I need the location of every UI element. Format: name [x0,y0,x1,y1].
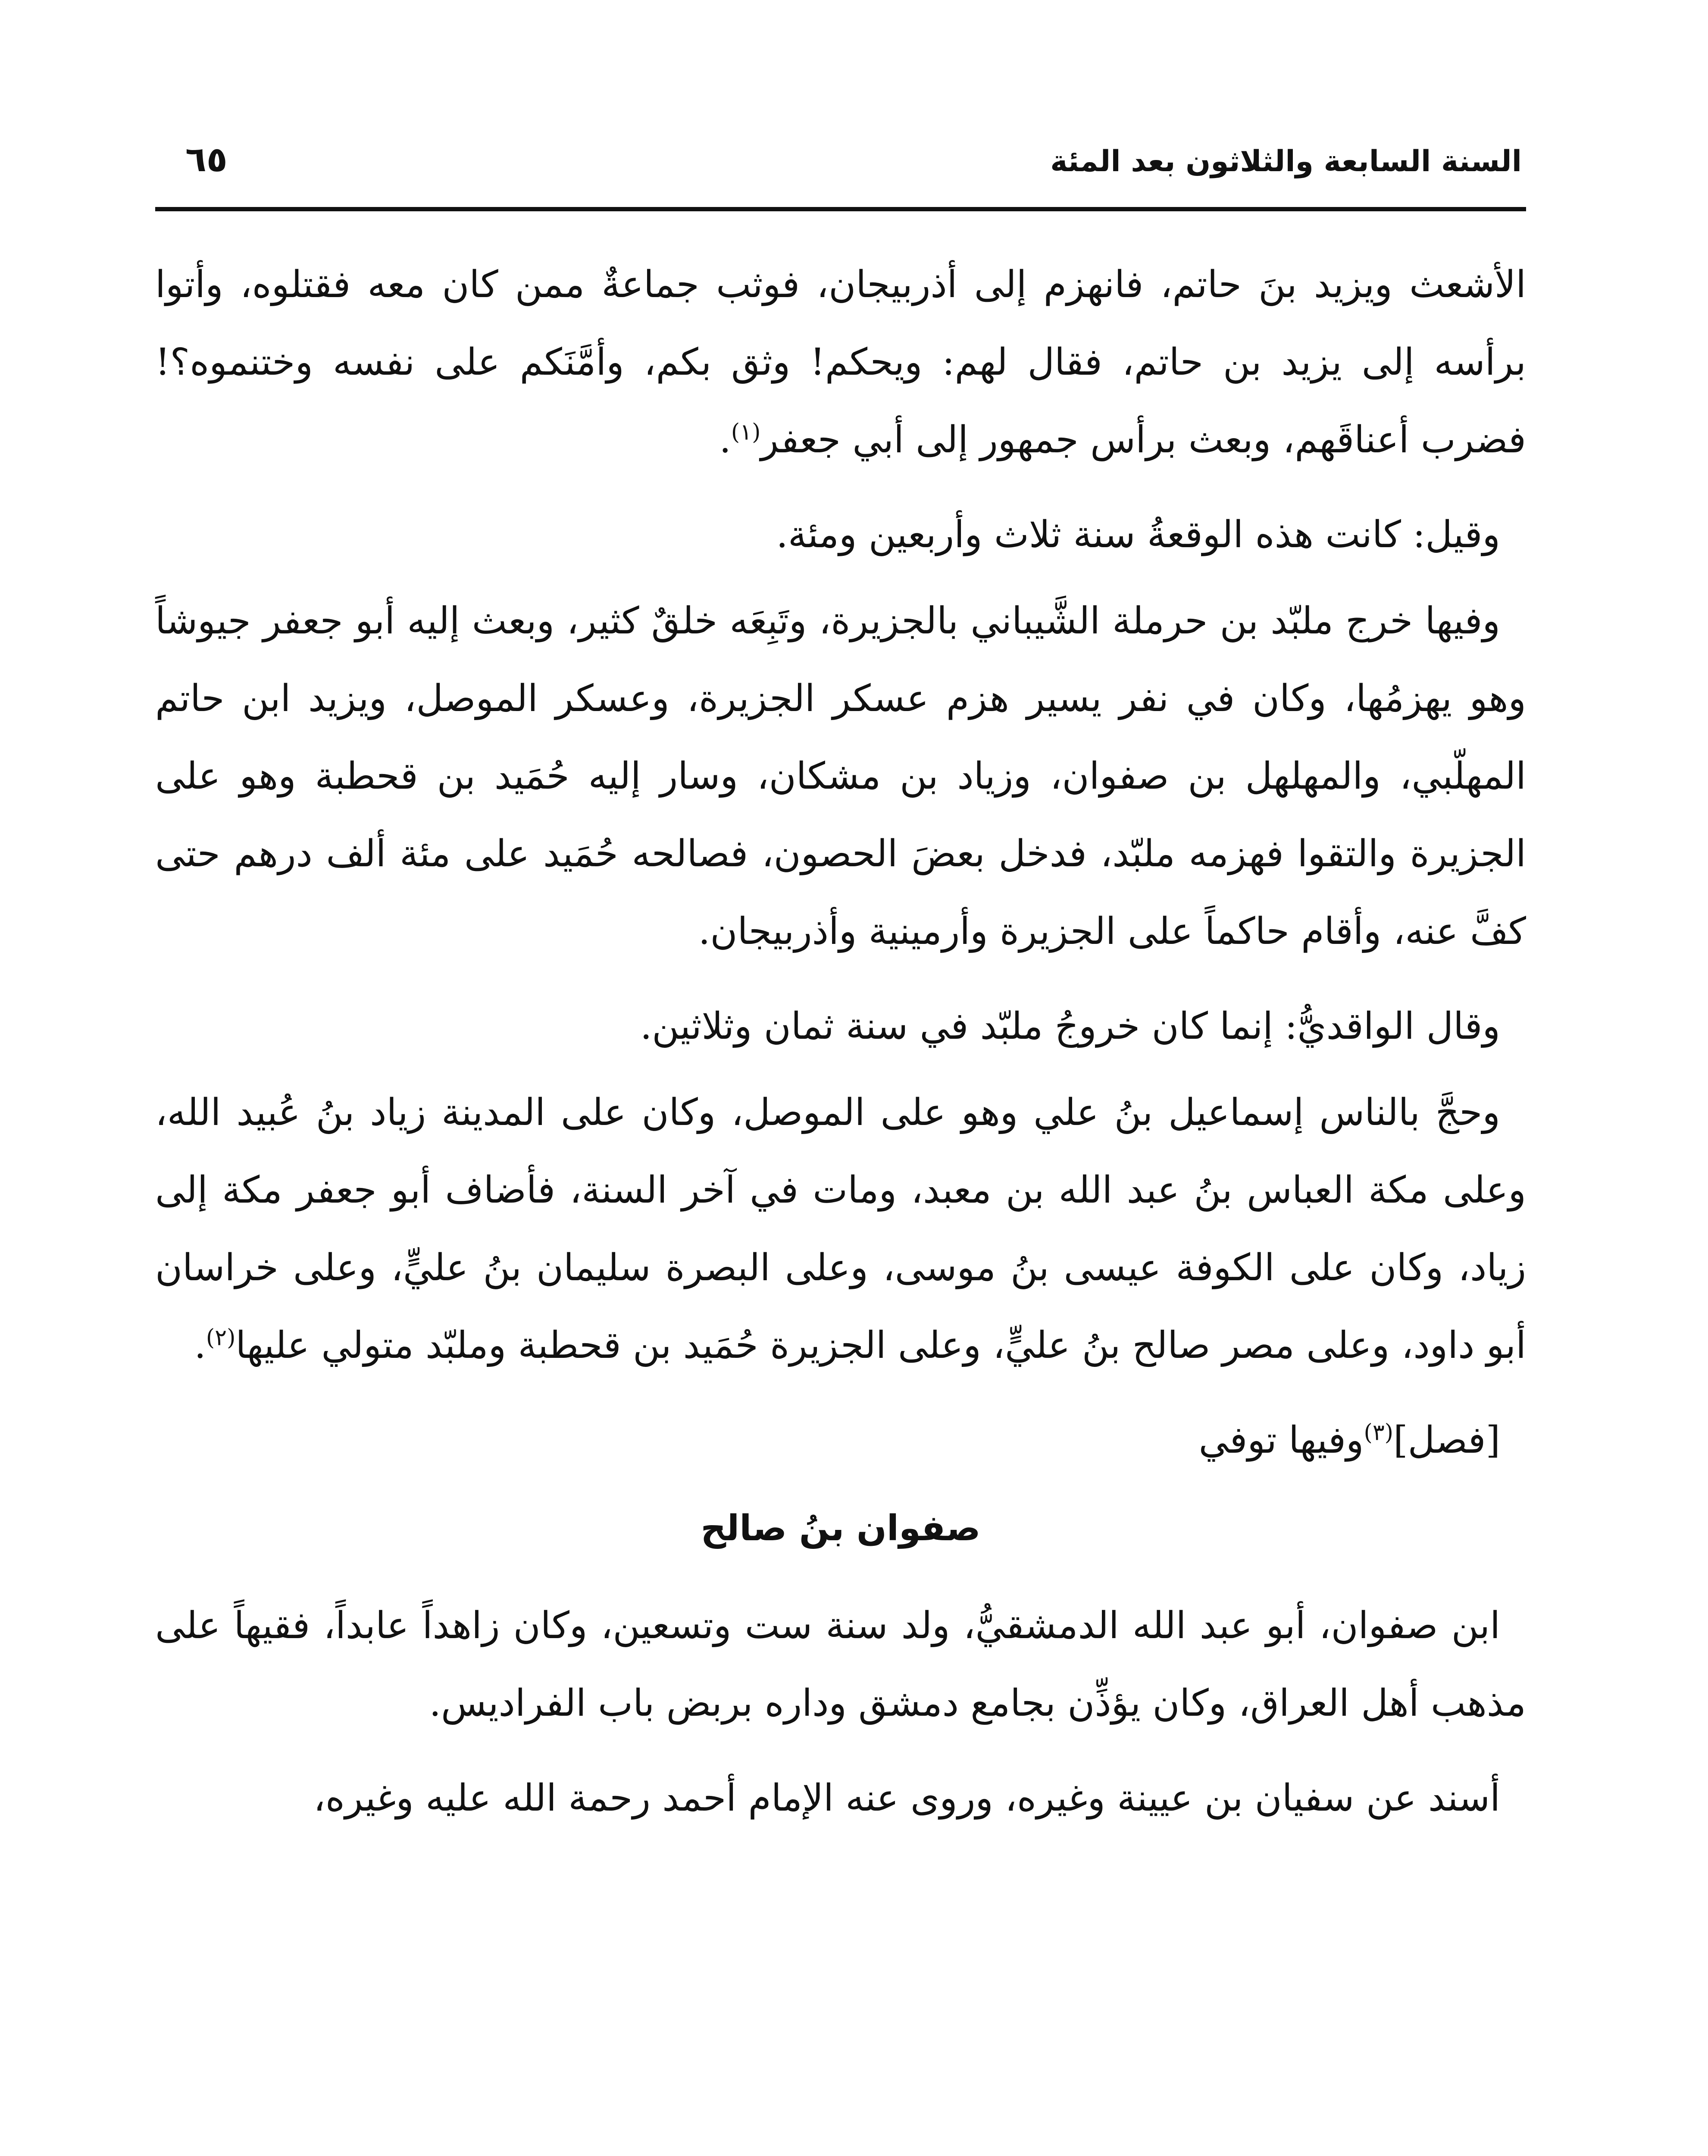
paragraph-7: ابن صفوان، أبو عبد الله الدمشقيُّ، ولد سنة ست وتسعين، وكان زاهداً عابداً، فقيهاً على مذهب أهل العراق، وكان يؤذِّن بجامع دمشق وداره بربض باب الفراديس. [155,1604,1526,1725]
running-title: السنة السابعة والثلاثون بعد المئة [1050,144,1522,179]
footnote-ref-2: (٢) [206,1325,236,1351]
paragraph-8: أسند عن سفيان بن عيينة وغيره، وروى عنه الإمام أحمد رحمة الله عليه وغيره، [313,1777,1500,1820]
paragraph-1 [155,246,1526,479]
page-number: ٦٥ [185,139,228,179]
paragraph-6 [155,1401,1526,1479]
paragraph-2: وقيل: كانت هذه الوقعةُ سنة ثلاث وأربعين ومئة. [776,513,1500,556]
paragraph-5-text: وحجَّ بالناس إسماعيل بنُ علي وهو على الموصل، وكان على المدينة زياد بنُ عُبيد الله، وعلى مكة العباس بنُ عبد الله بن معبد، ومات في آخر السنة، فأضاف أبو جعفر مكة إلى زياد، وكان على الكوفة عيسى بنُ موسى، وعلى البصرة سليمان بنُ عليٍّ، وعلى خراسان أبو داود، وعلى مصر صالح بنُ عليٍّ، وعلى الجزيرة حُمَيد بن قحطبة وملبّد متولي عليها [155,1091,1526,1367]
header-rule [155,207,1526,211]
page-header [155,129,1526,194]
section-marker: [فصل] [1393,1419,1500,1462]
paragraph-5-end: . [194,1324,206,1367]
paragraph-4: وقال الواقديُّ: إنما كان خروجُ ملبّد في سنة ثمان وثلاثين. [640,1005,1500,1048]
book-page [155,129,1526,2156]
paragraph-3: وفيها خرج ملبّد بن حرملة الشَّيباني بالجزيرة، وتَبِعَه خلقٌ كثير، وبعث إليه أبو جعفر جيوشاً وهو يهزمُها، وكان في نفر يسير هزم عسكر الجزيرة، وعسكر الموصل، ويزيد ابن حاتم المهلّبي، والمهلهل بن صفوان، وزياد بن مشكان، وسار إليه حُمَيد بن قحطبة وهو على الجزيرة والتقوا فهزمه ملبّد، فدخل بعضَ الحصون، فصالحه حُمَيد على مئة ألف درهم حتى كفَّ عنه، وأقام حاكماً على الجزيرة وأرمينية وأذربيجان. [155,599,1526,953]
main-text [155,246,1526,1854]
footnote-ref-1: (١) [731,419,761,445]
paragraph-5 [155,1074,1526,1384]
paragraph-1-end: . [719,418,731,461]
paragraph-6-text: وفيها توفي [1198,1419,1364,1462]
footnote-ref-3: (٣) [1364,1420,1394,1446]
paragraph-1-text: الأشعث ويزيد بنَ حاتم، فانهزم إلى أذربيجان، فوثب جماعةٌ ممن كان معه فقتلوه، وأتوا برأسه إلى يزيد بن حاتم، فقال لهم: ويحكم! وثق بكم، وأمَّنَكم على نفسه وختنموه؟! فضرب أعناقَهم، وبعث برأس جمهور إلى أبي جعفر [155,263,1526,461]
section-heading: صفوان بنُ صالح [701,1508,981,1549]
